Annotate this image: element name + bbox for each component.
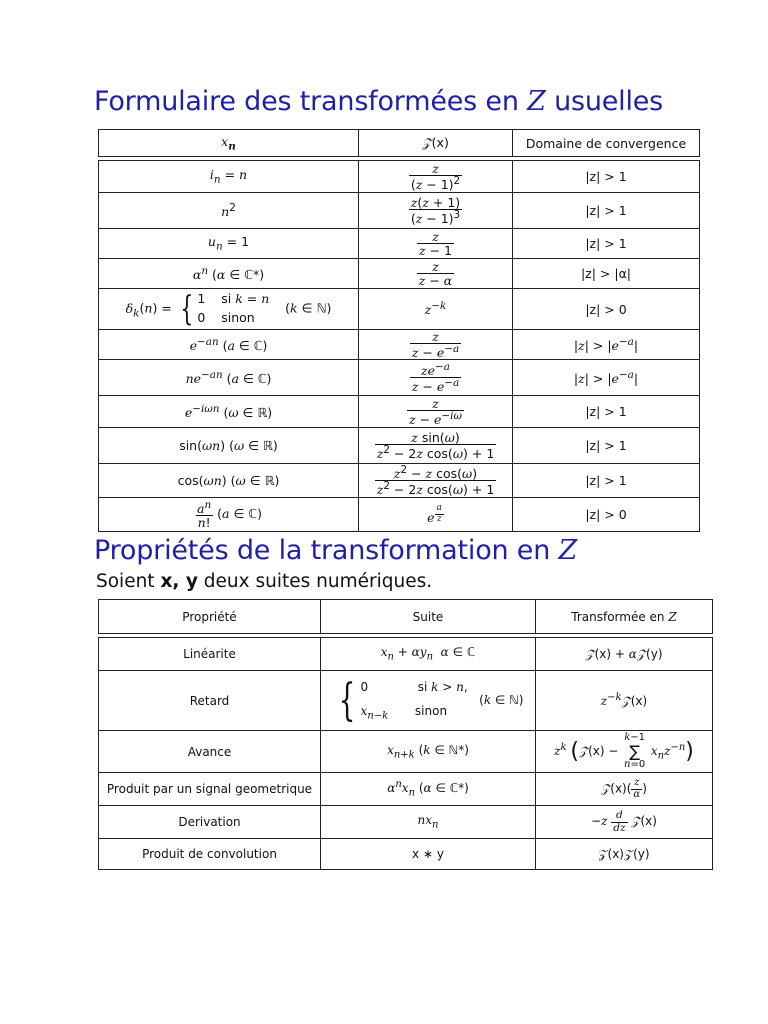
seq-cell: $x_n + \alpha y_n$ α ∈ ℂ (321, 638, 536, 671)
transform-cell: −z $\frac{d}{dz}$ 𝒵(x) (536, 806, 713, 839)
table-row (99, 428, 700, 464)
seq-cell: $e^{-i\omega n}$ (ω ∈ ℝ) (99, 396, 359, 428)
transform-cell: $\frac{z}{z - \alpha}$ (359, 259, 513, 289)
transform-cell: $z^{-k}𝒵(x)$ (536, 671, 713, 731)
seq-cell: $e^{-an}$ (a ∈ ℂ) (99, 330, 359, 360)
section-title-transforms: Formulaire des transformées en Z usuelles (94, 86, 664, 117)
domain-cell: $|z| > |e^{-a}|$ (513, 330, 700, 360)
transform-cell: $\frac{z^2 - z \cos(\omega)}{z^2 - 2z \cos(\omega) + 1}$ (359, 464, 513, 498)
domain-cell: |z| > 1 (513, 428, 700, 464)
table-row (99, 161, 700, 193)
table-row (99, 671, 713, 731)
table-row (99, 638, 713, 671)
transform-cell: $\frac{\text{z sin(ω)}}{z^2 - 2z \cos(\omega) + 1}$ (359, 428, 513, 464)
seq-cell: $x_{n+k}$ (k ∈ ℕ*) (321, 731, 536, 773)
seq-cell: $\alpha^nx_n$ (α ∈ ℂ*) (321, 773, 536, 806)
table-row (99, 330, 700, 360)
table-row (99, 731, 713, 773)
table-row (99, 396, 700, 428)
seq-cell: $\frac{a^n}{n!}$ (a ∈ ℂ) (99, 498, 359, 532)
domain-cell: |z| > |α| (513, 259, 700, 289)
table-row (99, 498, 700, 532)
col-header-sequence: Suite (321, 600, 536, 634)
col-header-sequence: $x_n$ (99, 130, 359, 157)
domain-cell: $|z| > |e^{-a}|$ (513, 360, 700, 396)
transforms-table (98, 129, 700, 532)
transform-cell: $z^k$ (𝒵(x) − k−1 ∑ n=0 $x_nz^{-n}$) (536, 731, 713, 773)
seq-cell: $ne^{-an}$ (a ∈ ℂ) (99, 360, 359, 396)
transform-cell: $\frac{z}{z - e^{-a}}$ (359, 330, 513, 360)
col-header-transform: 𝒵(x) (359, 130, 513, 157)
transform-cell: $\frac{z}{z - 1}$ (359, 229, 513, 259)
properties-table (98, 599, 713, 870)
property-cell: Derivation (99, 806, 321, 839)
transform-cell: 𝒵(x)𝒵(y) (536, 839, 713, 870)
seq-cell: $u_n = 1$ (99, 229, 359, 259)
domain-cell: |z| > 1 (513, 396, 700, 428)
seq-cell: $\alpha^n$ (α ∈ ℂ*) (99, 259, 359, 289)
property-cell: Linéarite (99, 638, 321, 671)
seq-cell: $\delta_k(n)$ = { 1 si k = n 0 sinon (k ∈ ℕ) (99, 289, 359, 330)
transform-cell: $\frac{z(z + 1)}{(z - 1)^3}$ (359, 193, 513, 229)
table-row (99, 289, 700, 330)
col-header-transform: Transformée en Z (536, 600, 713, 634)
property-cell: Produit par un signal geometrique (99, 773, 321, 806)
transform-cell: e $^{\frac{a}{z}}$ (359, 498, 513, 532)
table-row (99, 259, 700, 289)
table-row (99, 839, 713, 870)
domain-cell: |z| > 1 (513, 229, 700, 259)
table-row (99, 193, 700, 229)
table-row (99, 229, 700, 259)
seq-cell: { 0 si k > n, $x_{n-k}$ sinon (k ∈ ℕ) (321, 671, 536, 731)
seq-cell: $i_n = n$ (99, 161, 359, 193)
domain-cell: |z| > 1 (513, 193, 700, 229)
seq-cell: $n^2$ (99, 193, 359, 229)
property-cell: Avance (99, 731, 321, 773)
table-row (99, 360, 700, 396)
domain-cell: |z| > 0 (513, 498, 700, 532)
table-row (99, 773, 713, 806)
transform-cell: 𝒵(x)( $\frac{z}{\alpha}$ ) (536, 773, 713, 806)
section-title-properties: Propriétés de la transformation en Z (94, 535, 578, 566)
transform-cell: $\frac{z}{(z - 1)^2}$ (359, 161, 513, 193)
intro-text: Soient x, y deux suites numériques. (96, 571, 433, 592)
property-cell: Retard (99, 671, 321, 731)
transform-cell: $\frac{ze^{-a}}{z - e^{-a}}$ (359, 360, 513, 396)
table-row (99, 464, 700, 498)
domain-cell: |z| > 1 (513, 464, 700, 498)
seq-cell: sin(ωn) (ω ∈ ℝ) (99, 428, 359, 464)
domain-cell: |z| > 0 (513, 289, 700, 330)
col-header-domain: Domaine de convergence (513, 130, 700, 157)
table-row (99, 806, 713, 839)
col-header-property: Propriété (99, 600, 321, 634)
seq-cell: $nx_n$ (321, 806, 536, 839)
header-row (99, 130, 700, 157)
seq-cell: x ∗ y (321, 839, 536, 870)
transform-cell: $\frac{z}{z - e^{-i\omega}}$ (359, 396, 513, 428)
transform-cell: 𝒵(x) + α𝒵(y) (536, 638, 713, 671)
domain-cell: |z| > 1 (513, 161, 700, 193)
header-row (99, 600, 713, 634)
transform-cell: $z^{-k}$ (359, 289, 513, 330)
seq-cell: cos(ωn) (ω ∈ ℝ) (99, 464, 359, 498)
property-cell: Produit de convolution (99, 839, 321, 870)
